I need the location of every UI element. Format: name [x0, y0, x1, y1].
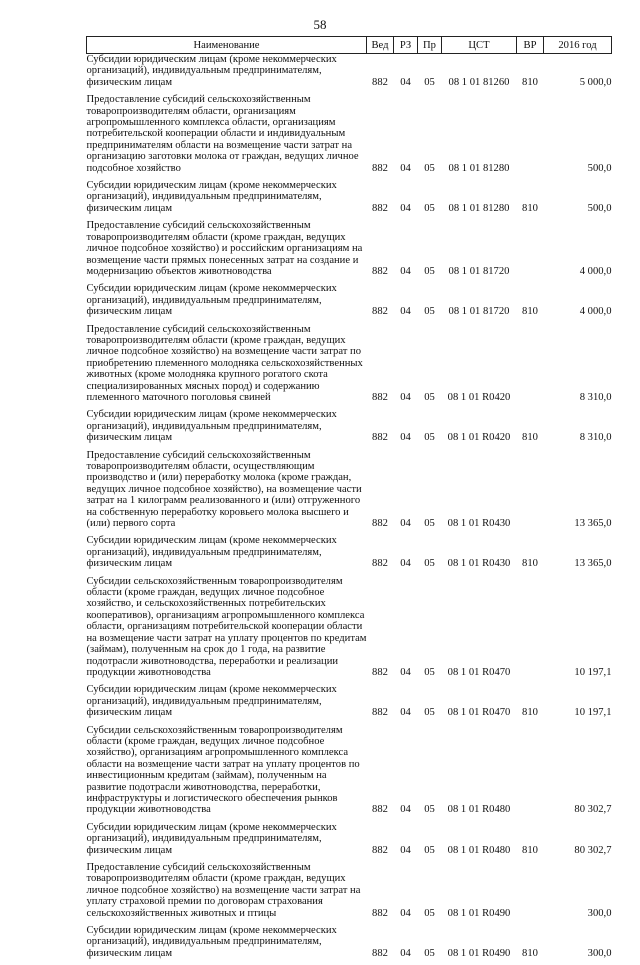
row-vr — [517, 576, 544, 685]
row-name: Субсидии юридическим лицам (кроме некоммерческих организаций), индивидуальным предпринимателям, физическим лицам — [86, 54, 337, 88]
table-row — [87, 94, 612, 180]
header-ved: Вед — [367, 37, 394, 54]
row-name: Предоставление субсидий сельскохозяйственным товаропроизводителям области, организациям агропромышленного комплекса области, организациям потребительской кооперации области и индивидуальным предпринимателям области на возмещение части затрат на организацию заготовки молока от граждан, ведущих личное подсобное хозяйство — [86, 94, 359, 174]
row-vr: 810 — [522, 844, 538, 856]
row-ved: 882 — [372, 518, 388, 530]
page-number: 58 — [313, 17, 327, 32]
row-rz: 04 — [400, 707, 411, 719]
row-ved: 882 — [372, 162, 388, 174]
table-row — [87, 450, 612, 536]
table-row — [87, 409, 612, 449]
row-amount: 300,0 — [587, 947, 612, 959]
row-name: Предоставление субсидий сельскохозяйственным товаропроизводителям области (кроме граждан, ведущих личное подсобное хозяйство) на возмещение части затрат по приобретению племенного молодняка сельскохозяйственных животных (кроме молодняка крупного рогатого скота специализированных мясных пород) и содержанию племенного маточного поголовья свиней — [86, 323, 363, 403]
header-cst: ЦСТ — [442, 37, 517, 54]
row-amount: 13 365,0 — [574, 518, 612, 530]
row-rz: 04 — [400, 907, 411, 919]
row-amount: 500,0 — [587, 202, 612, 214]
row-name: Субсидии юридическим лицам (кроме некоммерческих организаций), индивидуальным предпринимателям, физическим лицам — [86, 684, 337, 719]
row-vr — [517, 220, 544, 283]
row-ved: 882 — [372, 265, 388, 277]
row-amount: 10 197,1 — [574, 666, 612, 678]
row-pr: 05 — [424, 558, 435, 570]
row-vr — [517, 94, 544, 180]
row-pr: 05 — [424, 265, 435, 277]
table-row — [87, 862, 612, 925]
row-vr: 810 — [522, 947, 538, 959]
row-ved: 882 — [372, 202, 388, 214]
table-row — [87, 576, 612, 685]
row-pr: 05 — [424, 947, 435, 959]
row-amount: 4 000,0 — [579, 265, 612, 277]
row-ved: 882 — [372, 558, 388, 570]
row-rz: 04 — [400, 162, 411, 174]
row-vr: 810 — [522, 306, 538, 318]
row-name: Субсидии юридическим лицам (кроме некоммерческих организаций), индивидуальным предпринимателям, физическим лицам — [86, 180, 337, 214]
row-name: Предоставление субсидий сельскохозяйственным товаропроизводителям области (кроме граждан, ведущих личное подсобное хозяйство) на возмещение части затрат на уплату страховой премии по договорам страхования сельскохозяйственных животных и птицы — [86, 862, 361, 919]
row-pr: 05 — [424, 707, 435, 719]
row-ved: 882 — [372, 947, 388, 959]
row-rz: 04 — [400, 947, 411, 959]
row-pr: 05 — [424, 518, 435, 530]
row-ved: 882 — [372, 391, 388, 403]
header-vr: ВР — [517, 37, 544, 54]
table-row — [87, 725, 612, 822]
row-amount: 10 197,1 — [574, 707, 612, 719]
row-rz: 04 — [400, 804, 411, 816]
row-pr: 05 — [424, 76, 435, 88]
row-rz: 04 — [400, 76, 411, 88]
row-cst: 08 1 01 81260 — [448, 76, 510, 88]
row-ved: 882 — [372, 844, 388, 856]
row-cst: 08 1 01 81720 — [448, 306, 510, 318]
row-ved: 882 — [372, 907, 388, 919]
row-rz: 04 — [400, 666, 411, 678]
row-pr: 05 — [424, 804, 435, 816]
row-pr: 05 — [424, 844, 435, 856]
row-cst: 08 1 01 R0480 — [447, 804, 511, 816]
table-row — [87, 324, 612, 410]
row-name: Субсидии юридическим лицам (кроме некоммерческих организаций), индивидуальным предпринимателям, физическим лицам — [86, 821, 337, 856]
row-cst: 08 1 01 R0430 — [447, 558, 511, 570]
table-row — [87, 180, 612, 220]
row-rz: 04 — [400, 844, 411, 856]
row-vr: 810 — [522, 432, 538, 444]
row-ved: 882 — [372, 707, 388, 719]
row-cst: 08 1 01 R0480 — [447, 844, 511, 856]
row-vr: 810 — [522, 202, 538, 214]
row-cst: 08 1 01 81720 — [448, 265, 510, 277]
row-name: Субсидии сельскохозяйственным товаропроизводителям области (кроме граждан, ведущих личное подсобное хозяйство, и сельскохозяйственных потребительских кооперативов), организациям агропромышленного комплекса области, организациям потребительской кооперации области на возмещение части затрат на уплату процентов по кредитам (займам), полученным на срок до 1 года, на развитие подотрасли животноводства, переработки и реализации продукции животноводства — [86, 575, 367, 678]
row-ved: 882 — [372, 804, 388, 816]
row-ved: 882 — [372, 666, 388, 678]
row-vr — [517, 725, 544, 822]
row-ved: 882 — [372, 76, 388, 88]
row-cst: 08 1 01 R0490 — [447, 907, 511, 919]
row-name: Субсидии юридическим лицам (кроме некоммерческих организаций), индивидуальным предпринимателям, физическим лицам — [86, 409, 337, 444]
row-cst: 08 1 01 81280 — [448, 162, 510, 174]
row-amount: 300,0 — [587, 907, 612, 919]
header-name: Наименование — [87, 37, 367, 54]
header-pr: Пр — [418, 37, 442, 54]
row-name: Субсидии юридическим лицам (кроме некоммерческих организаций), индивидуальным предпринимателям, физическим лицам — [86, 283, 337, 318]
table-row — [87, 822, 612, 862]
row-amount: 13 365,0 — [574, 558, 612, 570]
table-row — [87, 283, 612, 323]
table-row — [87, 54, 612, 95]
row-vr — [517, 450, 544, 536]
row-amount: 5 000,0 — [579, 76, 612, 88]
row-rz: 04 — [400, 518, 411, 530]
header-rz: РЗ — [394, 37, 418, 54]
row-amount: 500,0 — [587, 162, 612, 174]
row-vr: 810 — [522, 76, 538, 88]
row-name: Предоставление субсидий сельскохозяйственным товаропроизводителям области, осуществляющим производство и (или) переработку молока (кроме граждан, ведущих личное подсобное хозяйство), на возмещение части затрат на 1 килограмм реализованного и (или) отгруженного на собственную переработку коровьего молока высшего и (или) первого сорта — [86, 449, 362, 530]
row-amount: 80 302,7 — [574, 844, 612, 856]
row-name: Субсидии сельскохозяйственным товаропроизводителям области (кроме граждан, ведущих личное подсобное хозяйство), организациям агропромышленного комплекса области на возмещение части затрат на уплату процентов по инвестиционным кредитам (займам), полученным на развитие подотрасли животноводства, переработки, инфраструктуры и логистического обеспечения рынков продукции животноводства — [86, 724, 360, 816]
row-rz: 04 — [400, 265, 411, 277]
table-row — [87, 925, 612, 965]
row-pr: 05 — [424, 162, 435, 174]
row-vr — [517, 324, 544, 410]
row-name: Субсидии юридическим лицам (кроме некоммерческих организаций), индивидуальным предпринимателям, физическим лицам — [86, 925, 337, 959]
row-rz: 04 — [400, 558, 411, 570]
row-pr: 05 — [424, 391, 435, 403]
row-amount: 8 310,0 — [579, 432, 612, 444]
row-pr: 05 — [424, 306, 435, 318]
row-cst: 08 1 01 R0470 — [447, 666, 511, 678]
row-name: Субсидии юридическим лицам (кроме некоммерческих организаций), индивидуальным предпринимателям, физическим лицам — [86, 535, 337, 570]
budget-table — [86, 36, 612, 965]
row-ved: 882 — [372, 432, 388, 444]
table-header-row — [87, 37, 612, 54]
table-row — [87, 684, 612, 724]
row-amount: 4 000,0 — [579, 306, 612, 318]
row-cst: 08 1 01 81280 — [448, 202, 510, 214]
row-rz: 04 — [400, 391, 411, 403]
row-pr: 05 — [424, 202, 435, 214]
header-year: 2016 год — [544, 37, 612, 54]
row-rz: 04 — [400, 306, 411, 318]
row-vr: 810 — [522, 707, 538, 719]
table-row — [87, 535, 612, 575]
row-rz: 04 — [400, 202, 411, 214]
row-cst: 08 1 01 R0420 — [447, 391, 511, 403]
row-cst: 08 1 01 R0470 — [447, 707, 511, 719]
row-pr: 05 — [424, 432, 435, 444]
row-ved: 882 — [372, 306, 388, 318]
row-vr: 810 — [522, 558, 538, 570]
row-rz: 04 — [400, 432, 411, 444]
row-vr — [517, 862, 544, 925]
row-cst: 08 1 01 R0420 — [447, 432, 511, 444]
row-pr: 05 — [424, 666, 435, 678]
row-amount: 80 302,7 — [574, 804, 612, 816]
table-row — [87, 220, 612, 283]
row-amount: 8 310,0 — [579, 391, 612, 403]
row-name: Предоставление субсидий сельскохозяйственным товаропроизводителям области (кроме граждан, ведущих личное подсобное хозяйство) и российским организациям на возмещение части прямых понесенных затрат на создание и модернизацию объектов животноводства — [86, 220, 363, 277]
row-pr: 05 — [424, 907, 435, 919]
row-cst: 08 1 01 R0490 — [447, 947, 511, 959]
row-cst: 08 1 01 R0430 — [447, 518, 511, 530]
